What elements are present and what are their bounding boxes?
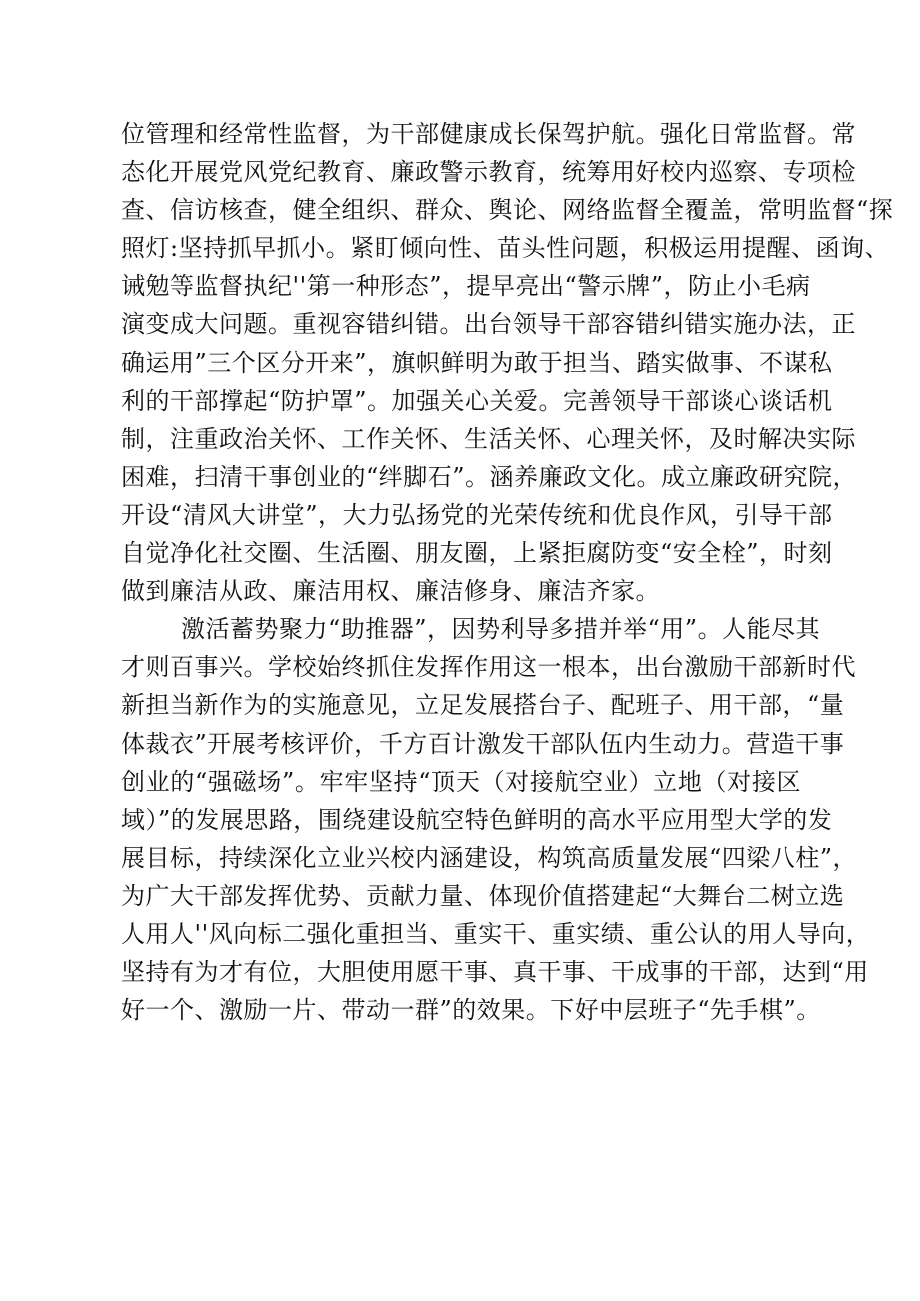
paragraph-2 [121,610,871,1029]
paragraph-line: 态化开展党风党纪教育、廉政警示教育，统筹用好校内巡察、专项检 [121,158,856,187]
paragraph-line: 利的干部撑起“防护罩”。加强关心关爱。完善领导干部谈心谈话机 [121,386,833,415]
paragraph-line: 好一个、激励一片、带动一群”的效果。下好中层班子“先手棋”。 [121,996,821,1025]
paragraph-line: 诫勉等监督执纪''第一种形态”，提早亮出“警示牌”，防止小毛病 [121,272,811,301]
paragraph-line: 新担当新作为的实施意见，立足发展搭台子、配班子、用干部，“量 [121,691,845,720]
paragraph-line: 展目标，持续深化立业兴校内涵建设，构筑高质量发展“四梁八柱”， [121,843,858,872]
paragraph-line: 位管理和经常性监督，为干部健康成长保驾护航。强化日常监督。常 [121,120,856,148]
paragraph-line: 才则百事兴。学校始终抓住发挥作用这一根本，出台激励干部新时代 [121,653,856,682]
paragraph-line: 演变成大问题。重视容错纠错。出台领导干部容错纠错实施办法，正 [121,310,856,339]
paragraph-line: 域）”的发展思路，围绕建设航空特色鲜明的高水平应用型大学的发 [121,805,833,834]
paragraph-line: 照灯:坚持抓早抓小。紧盯倾向性、苗头性问题，积极运用提醒、函询、 [121,234,890,263]
paragraph-line: 人用人''风向标二强化重担当、重实干、重实绩、重公认的用人导向， [121,919,871,948]
paragraph-line: 激活蓄势聚力“助推器”，因势利导多措并举“用”。人能尽其 [181,615,821,644]
paragraph-line: 坚持有为才有位，大胆使用愿干事、真干事、干成事的干部，达到“用 [121,958,869,987]
paragraph-line: 创业的“强磁场”。牢牢坚持“顶天（对接航空业）立地（对接区 [121,767,801,796]
paragraph-line: 做到廉洁从政、廉洁用权、廉洁修身、廉洁齐家。 [121,577,660,606]
paragraph-line: 确运用”三个区分开来”，旗帜鲜明为敢于担当、踏实做事、不谋私 [121,348,833,377]
paragraph-line: 困难，扫清干事创业的“绊脚石”。涵养廉政文化。成立廉政研究院， [121,462,858,491]
paragraph-line: 开设“清风大讲堂”，大力弘扬党的光荣传统和优良作风，引导干部 [121,500,833,529]
paragraph-line: 查、信访核查，健全组织、群众、舆论、网络监督全覆盖，常明监督“探 [121,196,894,225]
paragraph-line: 为广大干部发挥优势、贡献力量、体现价值搭建起“大舞台二树立选 [121,881,845,910]
document-body [121,115,894,1029]
paragraph-1 [121,115,894,610]
paragraph-line: 自觉净化社交圈、生活圈、朋友圈，上紧拒腐防变“安全栓”，时刻 [121,539,833,568]
paragraph-line: 制，注重政治关怀、工作关怀、生活关怀、心理关怀，及时解决实际 [121,424,856,453]
paragraph-line: 体裁衣”开展考核评价，千方百计激发干部队伍内生动力。营造干事 [121,729,845,758]
